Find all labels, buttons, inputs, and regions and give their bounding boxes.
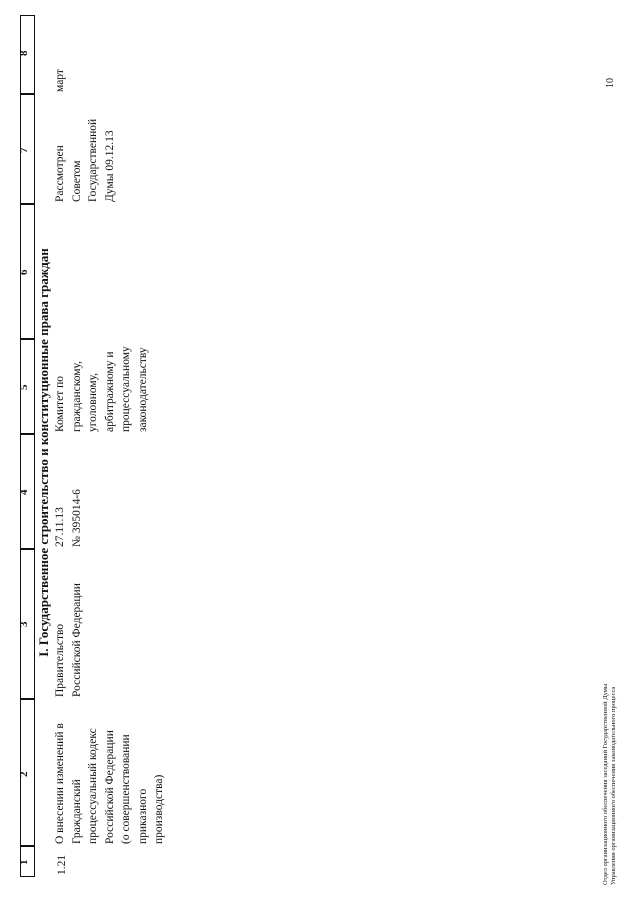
column-divider [20, 339, 35, 341]
footer [602, 684, 618, 885]
column-number: 5 [18, 384, 30, 390]
column-number: 2 [18, 771, 30, 777]
column-divider [20, 434, 35, 436]
column-divider [20, 94, 35, 96]
registration-cell: 27.11.13 № 395014-6 [54, 489, 83, 547]
status-cell: Рассмотрен Советом Государственной Думы 09.12.13 [54, 118, 116, 202]
column-number-row [20, 15, 35, 877]
column-divider [20, 846, 35, 848]
column-number: 7 [18, 147, 30, 153]
bill-title-cell: О внесении изменений в Гражданский процессуальный кодекс Российской Федерации (о совершенствовании приказного производства) [54, 723, 165, 844]
term-cell: март [54, 69, 66, 92]
column-divider [20, 549, 35, 551]
column-number: 4 [18, 489, 30, 495]
footer-line: Управления организационного обеспечения законодательного процесса [610, 686, 617, 885]
column-divider [20, 699, 35, 701]
section-title: I. Государственное строительство и конституционные права граждан [36, 248, 51, 657]
page-number: 10 [605, 78, 616, 88]
column-divider [20, 204, 35, 206]
column-number: 1 [18, 859, 30, 865]
column-number: 6 [18, 269, 30, 275]
column-number: 8 [18, 50, 30, 56]
initiator-cell: Правительство Российской Федерации [54, 583, 83, 697]
committee-cell: Комитет по гражданскому, уголовному, арбитражному и процессуальному законодательству [54, 346, 149, 432]
column-number: 3 [18, 621, 30, 627]
row-number: 1.21 [56, 854, 68, 875]
footer-line: Отдел организационного обеспечения заседаний Государственной Думы [602, 683, 609, 885]
